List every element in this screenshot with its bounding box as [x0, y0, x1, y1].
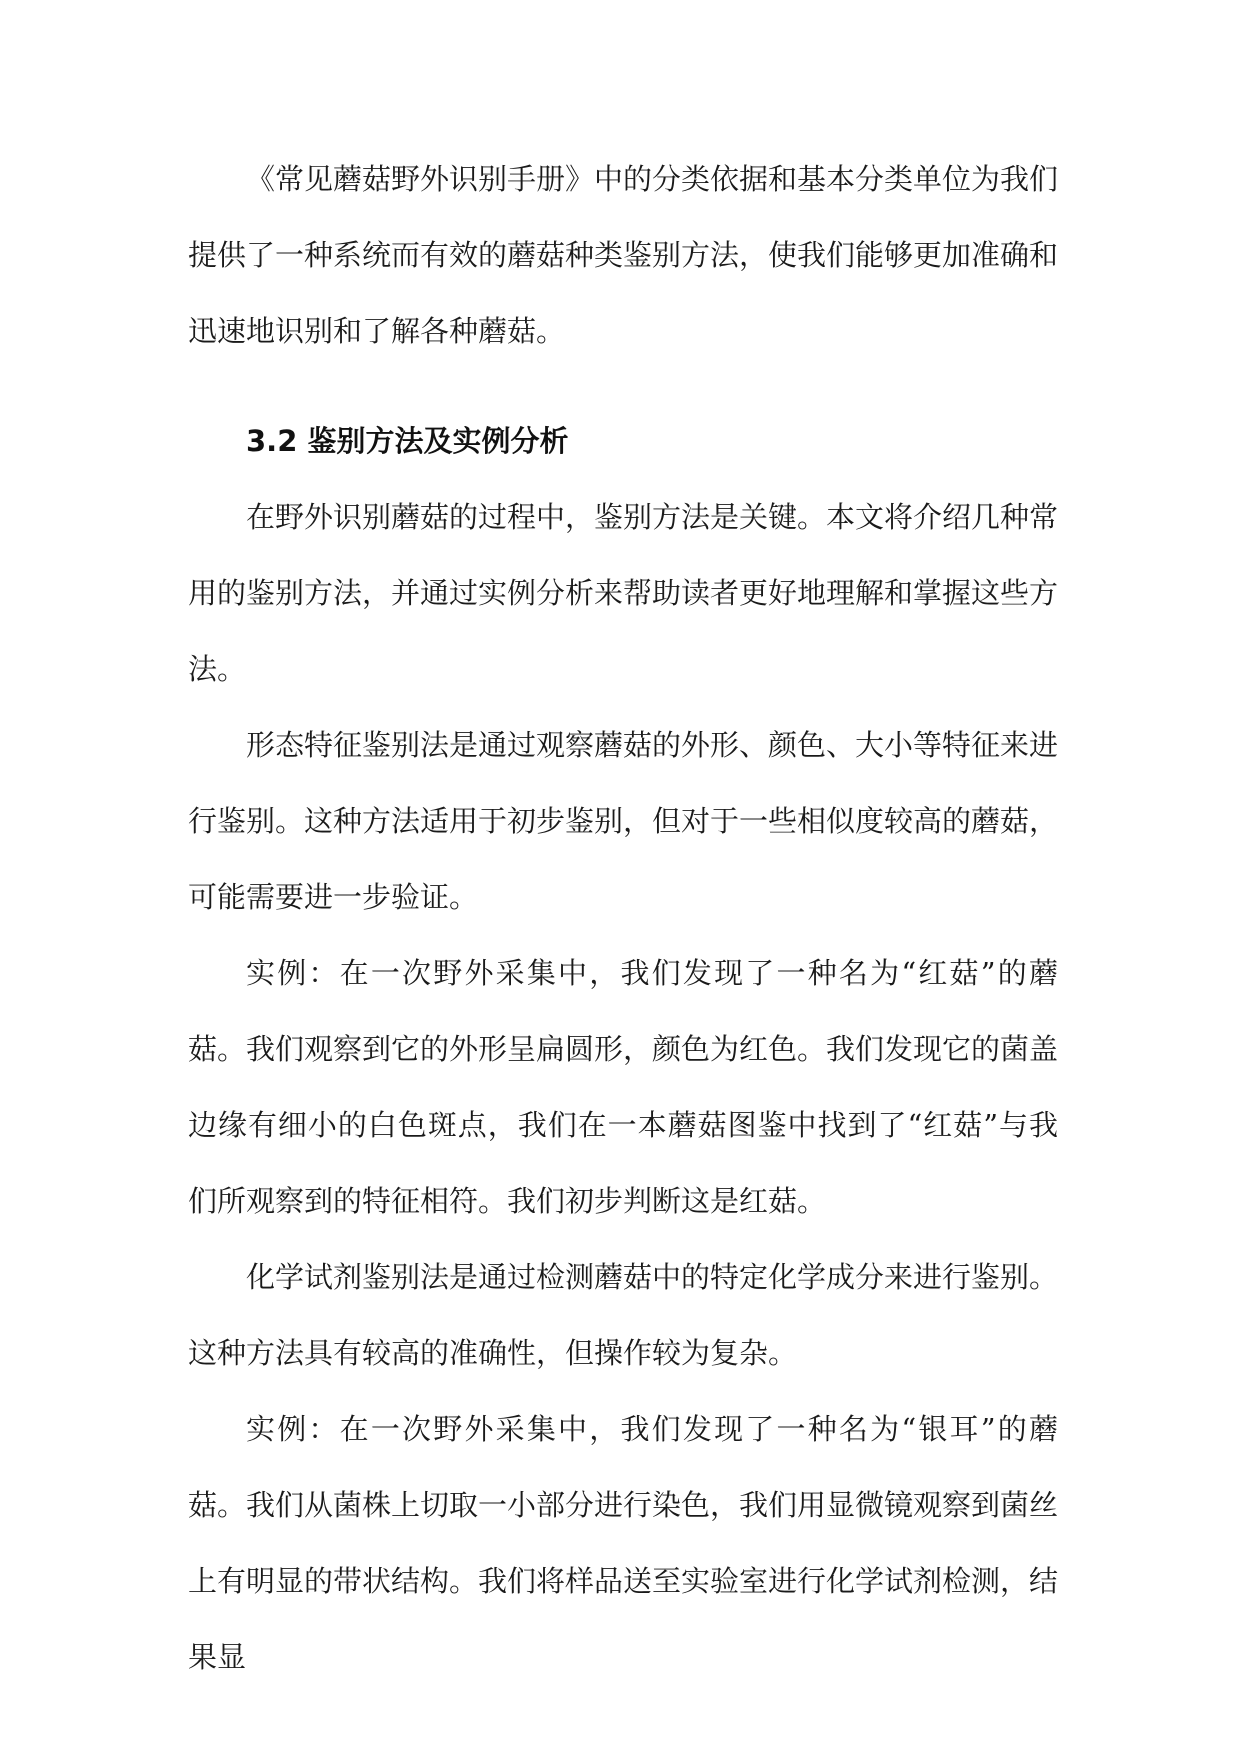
- document-body: [188, 141, 1058, 1695]
- paragraph-methods-intro: 在野外识别蘑菇的过程中，鉴别方法是关键。本文将介绍几种常用的鉴别方法，并通过实例分析来帮助读者更好地理解和掌握这些方法。: [188, 500, 1059, 686]
- paragraph-chemical-method: 化学试剂鉴别法是通过检测蘑菇中的特定化学成分来进行鉴别。这种方法具有较高的准确性，但操作较为复杂。: [188, 1260, 1059, 1370]
- paragraph-morphology-method: 形态特征鉴别法是通过观察蘑菇的外形、颜色、大小等特征来进行鉴别。这种方法适用于初步鉴别，但对于一些相似度较高的蘑菇，可能需要进一步验证。: [188, 728, 1059, 914]
- paragraph-example-red-mushroom: 实例：在一次野外采集中，我们发现了一种名为“红菇”的蘑菇。我们观察到它的外形呈扁圆形，颜色为红色。我们发现它的菌盖边缘有细小的白色斑点，我们在一本蘑菇图鉴中找到了“红菇”与我们所观察到的特征相符。我们初步判断这是红菇。: [188, 956, 1059, 1218]
- paragraph-example-tremella: 实例：在一次野外采集中，我们发现了一种名为“银耳”的蘑菇。我们从菌株上切取一小部分进行染色，我们用显微镜观察到菌丝上有明显的带状结构。我们将样品送至实验室进行化学试剂检测，结果显: [188, 1412, 1059, 1674]
- paragraph-intro: 《常见蘑菇野外识别手册》中的分类依据和基本分类单位为我们提供了一种系统而有效的蘑菇种类鉴别方法，使我们能够更加准确和迅速地识别和了解各种蘑菇。: [188, 162, 1059, 348]
- section-heading: 3.2 鉴别方法及实例分析: [246, 424, 569, 458]
